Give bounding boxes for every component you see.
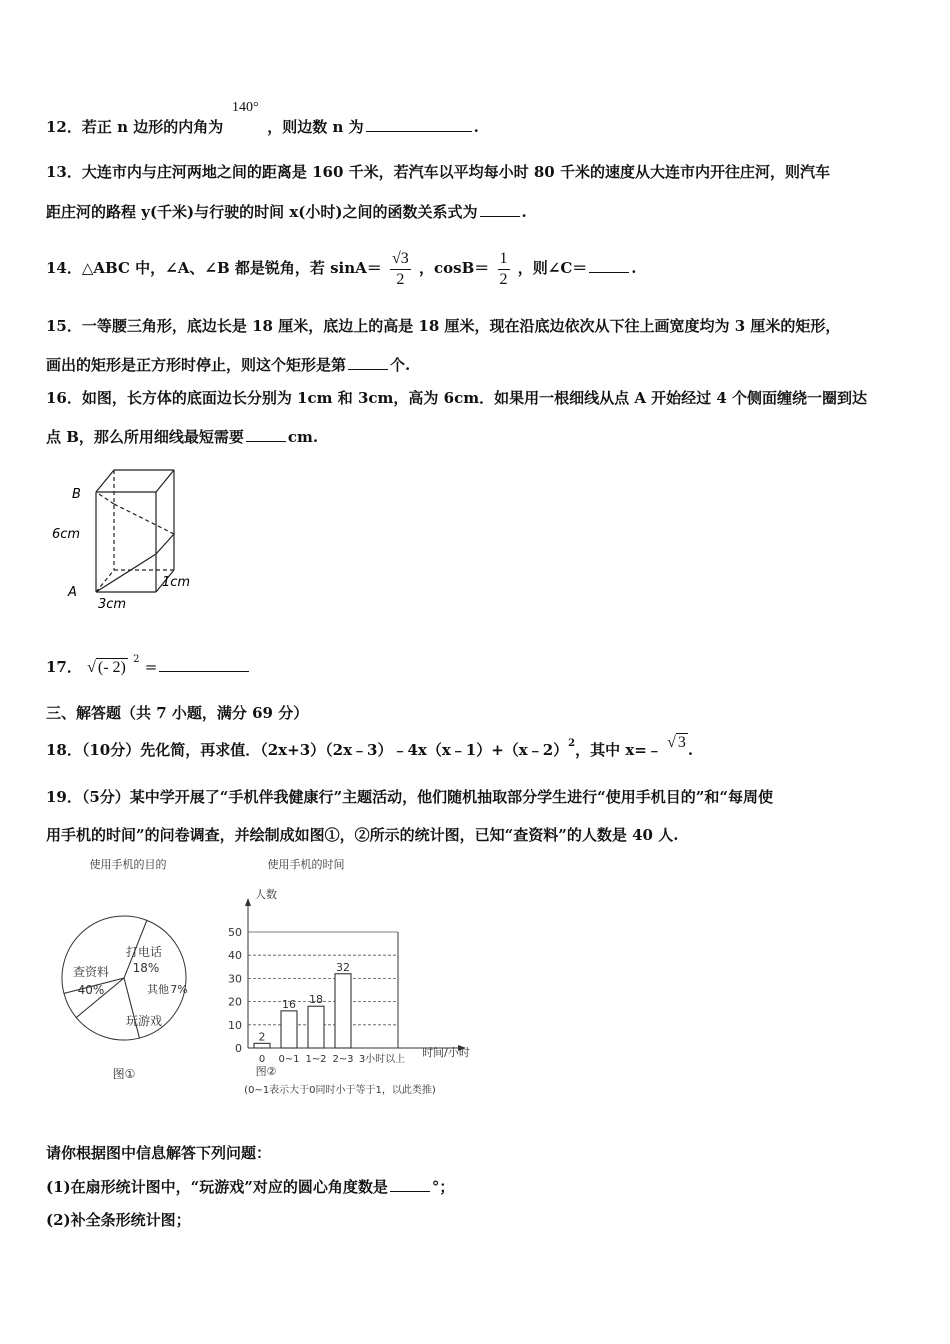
q13-blank	[480, 201, 520, 217]
sub-question-1: (1)在扇形统计图中，“玩游戏”对应的圆心角度数是 °；	[46, 1178, 455, 1196]
bar-data-label: 32	[336, 960, 350, 974]
q14-blank	[589, 257, 629, 273]
y-tick-label: 30	[228, 972, 242, 986]
pie-label-game: 玩游戏	[125, 1014, 163, 1028]
bar-2	[308, 1006, 324, 1048]
pie-value-call: 18%	[132, 961, 160, 975]
sqrt-3: √ 3	[667, 734, 686, 751]
y-tick-label: 50	[228, 926, 242, 939]
q12-post: ，则边数 n 为	[267, 118, 364, 136]
label-A: A	[68, 585, 77, 600]
x-tick-label: 0	[258, 1054, 266, 1065]
pie-label-research: 查资料	[72, 965, 110, 979]
pie-value-other: 7%	[170, 983, 188, 996]
label-width: 3cm	[98, 597, 127, 612]
hidden-bottom-edge	[96, 570, 114, 592]
question-17: 17． √ (- 2) $^2$ =	[46, 656, 251, 680]
q16-blank	[246, 426, 286, 442]
cuboid-figure	[44, 462, 204, 612]
string-right	[156, 534, 174, 554]
question-14: 14．△ABC 中，∠A、∠B 都是锐角，若 sinA＝ $\frac{√3}{2}$ ，cosB＝ $\frac{1}{2}$ ，则∠C＝ .	[46, 249, 637, 288]
question-18: 18．（10分）先化简，再求值．（2x+3）（2x﹣3）﹣4x（x﹣1）+（x﹣2）$^2$，其中 x=﹣ √ 3 .	[46, 734, 694, 759]
y-axis-arrow	[245, 898, 251, 906]
top-left-edge	[96, 470, 114, 492]
pie-label-other: 其他	[147, 983, 169, 996]
x-tick-label: 0~1	[278, 1054, 300, 1065]
sinA-fraction: $\frac{√3}{2}$	[392, 249, 409, 288]
label-B: B	[72, 487, 81, 502]
bar-1	[281, 1011, 297, 1048]
string-left	[96, 492, 114, 504]
bar-data-label: 2	[258, 1030, 266, 1044]
bar-title: 使用手机的时间	[267, 858, 345, 871]
prompt: 请你根据图中信息解答下列问题：	[46, 1144, 272, 1162]
bar-chart	[214, 850, 484, 1105]
y-tick-label: 40	[228, 949, 242, 963]
label-depth: 1cm	[162, 575, 191, 590]
y-tick-label: 10	[228, 1018, 242, 1032]
bar-caption: 图②	[255, 1065, 277, 1078]
question-19-line2: 用手机的时间”的问卷调查，并绘制成如图①，②所示的统计图，已知“查资料”的人数是 40 人.	[46, 826, 679, 844]
x-tick-label: 2~3	[332, 1054, 354, 1065]
question-16-line2: 点 B，那么所用细线最短需要 cm.	[46, 428, 319, 446]
y-tick-label: 20	[228, 995, 242, 1009]
q12-angle: 140°	[232, 100, 259, 115]
q17-blank	[159, 656, 249, 672]
y-tick-label: 0	[235, 1042, 242, 1055]
cosB-fraction: $\frac{1}{2}$	[499, 249, 508, 288]
pie-label-call: 打电话	[125, 945, 163, 959]
bar-data-label: 18	[309, 993, 323, 1007]
question-12: 12．若正 n 边形的内角为 ，则边数 n 为 .	[46, 118, 479, 136]
pie-value-research: 40%	[77, 983, 105, 997]
x-tick-label: 3小时以上	[358, 1054, 406, 1065]
sqrt-expression: √ (- 2)	[87, 659, 126, 676]
x-tick-label: 1~2	[305, 1054, 327, 1065]
y-axis-label: 人数	[255, 888, 277, 901]
q12-blank	[366, 116, 472, 132]
string-front	[96, 554, 156, 592]
question-16: 16．如图，长方体的底面边长分别为 1cm 和 3cm，高为 6cm．如果用一根细线从点 A 开始经过 4 个侧面缠绕一圈到达	[46, 389, 868, 407]
question-19: 19．（5分）某中学开展了“手机伴我健康行”主题活动，他们随机抽取部分学生进行“使用手机目的”和“每周使	[46, 788, 773, 806]
x-axis-label: 时间/小时	[422, 1046, 470, 1059]
pie-title: 使用手机的目的	[89, 858, 167, 871]
sub-question-2: (2)补全条形统计图；	[46, 1211, 191, 1229]
question-13-line2: 距庄河的路程 y(千米)与行驶的时间 x(小时)之间的函数关系式为 .	[46, 203, 527, 221]
pie-chart	[58, 850, 208, 1090]
q12-text: 12．若正 n 边形的内角为	[46, 118, 224, 136]
label-height: 6cm	[52, 527, 81, 542]
top-right-edge	[156, 470, 174, 492]
pie-caption: 图①	[112, 1067, 136, 1081]
section-heading: 三、解答题（共 7 小题，满分 69 分）	[46, 704, 309, 722]
bar-data-label: 16	[282, 997, 296, 1011]
question-13: 13．大连市内与庄河两地之间的距离是 160 千米，若汽车以平均每小时 80 千米的速度从大连市内开往庄河，则汽车	[46, 163, 830, 181]
bar-note: (0~1表示大于0同时小于等于1，以此类推)	[244, 1085, 436, 1096]
bar-0	[254, 1043, 270, 1048]
string-back	[114, 504, 174, 534]
question-15-line2: 画出的矩形是正方形时停止，则这个矩形是第 个.	[46, 356, 411, 374]
bar-3	[335, 974, 351, 1048]
sub1-blank	[390, 1176, 430, 1192]
question-15: 15．一等腰三角形，底边长是 18 厘米，底边上的高是 18 厘米，现在沿底边依次从下往上画宽度均为 3 厘米的矩形，	[46, 317, 841, 335]
q15-blank	[348, 354, 388, 370]
